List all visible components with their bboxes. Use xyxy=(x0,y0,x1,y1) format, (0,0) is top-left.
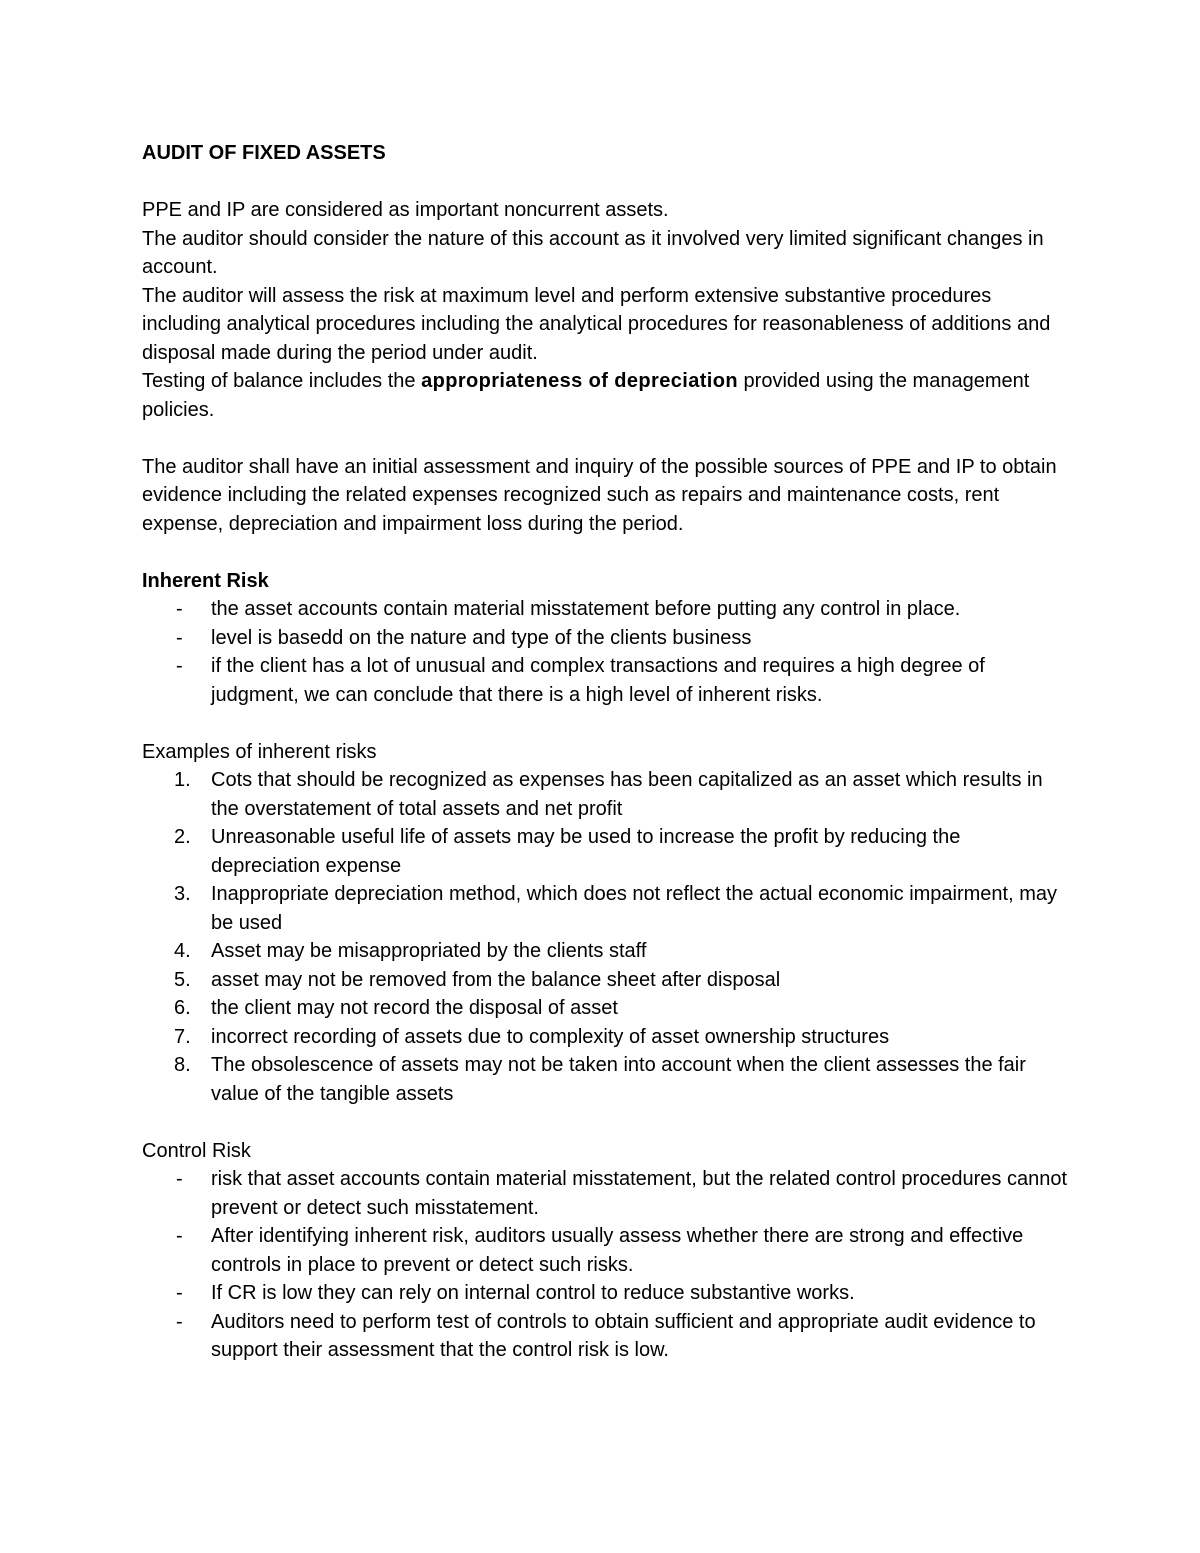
list-item xyxy=(142,1051,1072,1108)
list-item xyxy=(142,1308,1072,1365)
list-number: 7. xyxy=(174,1025,191,1048)
intro-line-4-end: provided using the management policies. xyxy=(142,370,1030,421)
spacer xyxy=(142,168,1072,197)
dash-marker: - xyxy=(176,1225,183,1247)
list-item-text: Auditors need to perform test of controls to obtain sufficient and appropriate audit evidence to support their assessment that the control risk is low. xyxy=(211,1310,1036,1361)
list-number: 6. xyxy=(174,997,191,1019)
list-item-text: the client may not record the disposal of asset xyxy=(211,997,618,1019)
list-item xyxy=(142,1165,1072,1222)
list-item xyxy=(142,1023,1072,1052)
list-item-text: level is basedd on the nature and type of the clients business xyxy=(211,626,752,649)
dash-marker: - xyxy=(176,598,183,620)
examples-list xyxy=(142,766,1072,1108)
document-title: AUDIT OF FIXED ASSETS xyxy=(142,142,386,164)
examples-heading: Examples of inherent risks xyxy=(142,740,377,763)
spacer xyxy=(142,424,1072,453)
bold-phrase: appropriateness of depreciation xyxy=(421,370,738,392)
list-number: 1. xyxy=(174,769,191,791)
list-number: 5. xyxy=(174,968,191,991)
assessment-paragraph: The auditor shall have an initial assessment and inquiry of the possible sources of PPE and IP to obtain evidence including the related expenses recognized such as repairs and maintenance costs, rent expense, depreciation and impairment loss during the period. xyxy=(142,455,1057,535)
list-item-text: After identifying inherent risk, auditors usually assess whether there are strong and effective controls in place to prevent or detect such risks. xyxy=(211,1225,1024,1276)
list-number: 8. xyxy=(174,1054,191,1076)
list-item-text: Inappropriate depreciation method, which does not reflect the actual economic impairment, may be used xyxy=(211,883,1058,934)
spacer xyxy=(142,538,1072,567)
control-risk-list xyxy=(142,1165,1072,1365)
intro-line-2: The auditor should consider the nature of this account as it involved very limited significant changes in account. xyxy=(142,227,1044,278)
list-item xyxy=(142,1222,1072,1279)
list-item-text: If CR is low they can rely on internal control to reduce substantive works. xyxy=(211,1282,855,1304)
inherent-risk-heading: Inherent Risk xyxy=(142,569,269,592)
list-item xyxy=(142,994,1072,1023)
list-number: 2. xyxy=(174,826,191,848)
dash-marker: - xyxy=(176,626,183,649)
list-item xyxy=(142,652,1072,709)
list-item-text: asset may not be removed from the balance sheet after disposal xyxy=(211,968,781,991)
list-item xyxy=(142,880,1072,937)
intro-line-4 xyxy=(142,367,1072,424)
list-item xyxy=(142,624,1072,653)
dash-marker: - xyxy=(176,655,183,677)
list-item-text: incorrect recording of assets due to complexity of asset ownership structures xyxy=(211,1025,890,1048)
dash-marker: - xyxy=(176,1310,183,1333)
list-number: 3. xyxy=(174,883,191,905)
spacer xyxy=(142,709,1072,738)
list-item xyxy=(142,595,1072,624)
list-item-text: The obsolescence of assets may not be taken into account when the client assesses the fair value of the tangible assets xyxy=(211,1054,1026,1105)
list-item-text: risk that asset accounts contain material misstatement, but the related control procedures cannot prevent or detect such misstatement. xyxy=(211,1168,1067,1219)
list-item-text: if the client has a lot of unusual and complex transactions and requires a high degree of judgment, we can conclude that there is a high level of inherent risks. xyxy=(211,655,985,706)
list-number: 4. xyxy=(174,940,191,962)
list-item-text: the asset accounts contain material misstatement before putting any control in place. xyxy=(211,598,961,620)
dash-marker: - xyxy=(176,1282,183,1304)
control-risk-heading: Control Risk xyxy=(142,1139,251,1162)
intro-line-3: The auditor will assess the risk at maximum level and perform extensive substantive procedures including analytical procedures including the analytical procedures for reasonableness of additions and disposal made during the period under audit. xyxy=(142,284,1051,364)
list-item-text: Unreasonable useful life of assets may be used to increase the profit by reducing the depreciation expense xyxy=(211,826,961,877)
dash-marker: - xyxy=(176,1168,183,1190)
list-item xyxy=(142,937,1072,966)
spacer xyxy=(142,1108,1072,1137)
list-item-text: Asset may be misappropriated by the clients staff xyxy=(211,940,647,962)
list-item xyxy=(142,1279,1072,1308)
list-item xyxy=(142,766,1072,823)
intro-line-1: PPE and IP are considered as important noncurrent assets. xyxy=(142,199,669,221)
inherent-risk-list xyxy=(142,595,1072,709)
intro-line-4-start: Testing of balance includes the xyxy=(142,370,422,392)
list-item-text: Cots that should be recognized as expenses has been capitalized as an asset which results in the overstatement of total assets and net profit xyxy=(211,769,1043,820)
list-item xyxy=(142,823,1072,880)
document-page xyxy=(142,139,1072,1365)
list-item xyxy=(142,966,1072,995)
